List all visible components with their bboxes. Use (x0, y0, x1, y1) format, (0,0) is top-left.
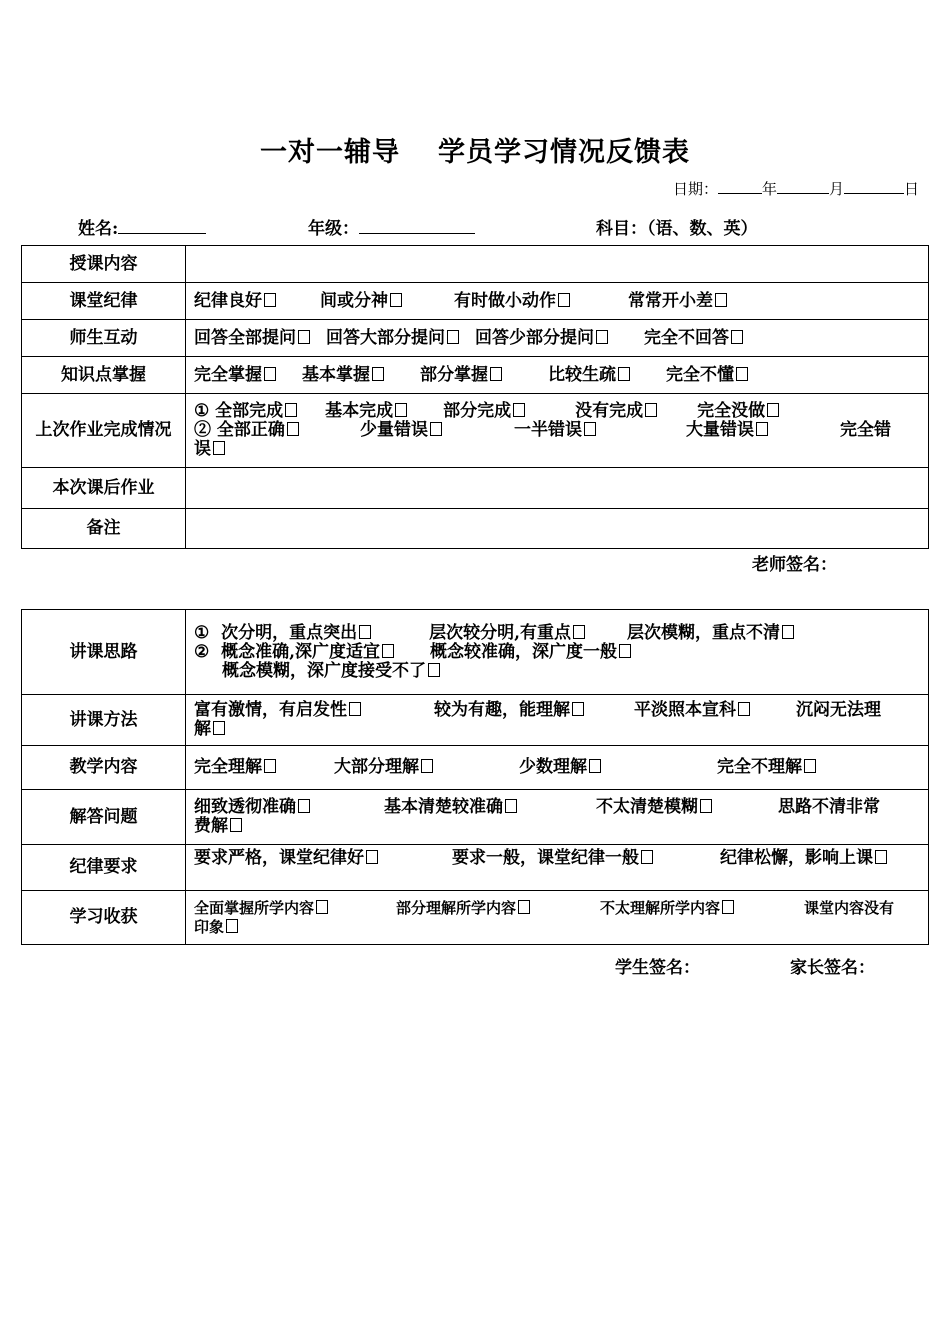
checkbox[interactable] (875, 850, 887, 864)
checkbox[interactable] (619, 644, 631, 658)
table-row (22, 394, 929, 468)
row-label: 学习收获 (22, 891, 186, 945)
option-label: 纪律松懈，影响上课 (720, 847, 873, 868)
row-label: 知识点掌握 (22, 357, 186, 394)
row-label: 课堂纪律 (22, 283, 186, 320)
option-label: 完全理解 (194, 757, 262, 777)
month-blank[interactable] (777, 179, 829, 194)
table-row (22, 790, 929, 845)
checkbox[interactable] (645, 403, 657, 417)
option-label: 全面掌握所学内容 (194, 898, 315, 917)
option-line (194, 624, 920, 643)
checkbox[interactable] (589, 759, 601, 773)
option-label: 不太清楚模糊 (596, 797, 698, 817)
title-part1: 一对一辅导 (260, 137, 400, 168)
homework-correct-line (194, 421, 920, 459)
option-label: 少量错误 (360, 420, 428, 440)
option-label: 完全不理解 (717, 757, 802, 777)
option-label: 富有激情，有启发性 (194, 700, 347, 720)
row-label: 师生互动 (22, 320, 186, 357)
table-row (22, 509, 929, 549)
option-label: 完全掌握 (194, 364, 262, 385)
row-label: 本次课后作业 (22, 468, 186, 509)
option-label: 不太理解所学内容 (600, 898, 721, 917)
name-blank[interactable] (118, 219, 206, 234)
row-label: 解答问题 (22, 790, 186, 845)
row-label: 上次作业完成情况 (22, 394, 186, 468)
checkbox[interactable] (298, 330, 310, 344)
table-row (22, 357, 929, 394)
page-title (0, 130, 950, 169)
table-row (22, 746, 929, 790)
year-label: 年 (761, 180, 777, 198)
option-label: 大部分理解 (334, 757, 419, 777)
option-label: 全部完成 (215, 401, 284, 421)
option-label: 概念模糊，深广度接受不了 (222, 660, 426, 681)
checkbox[interactable] (230, 818, 242, 832)
option-label: 没有完成 (575, 401, 644, 421)
table-row (22, 695, 929, 746)
checkbox[interactable] (264, 759, 276, 773)
table-row (22, 610, 929, 695)
item-number: ② (194, 420, 211, 440)
option-label: 思路不清非常费解 (194, 797, 880, 836)
checkbox[interactable] (596, 330, 608, 344)
date-field (673, 178, 919, 199)
option-label: 完全错误 (194, 420, 891, 459)
subject-field: 科目：（语、数、英） (596, 219, 758, 239)
option-label: 概念较准确，深广度一般 (430, 641, 618, 662)
grade-label: 年级： (308, 219, 359, 239)
option-label: 次分明，重点突出 (221, 622, 358, 643)
option-label: 部分理解所学内容 (396, 898, 517, 917)
day-blank[interactable] (844, 179, 904, 194)
item-number: ① (194, 401, 210, 421)
checkbox[interactable] (490, 367, 502, 381)
table-row (22, 468, 929, 509)
checkbox[interactable] (390, 293, 402, 307)
homework-field[interactable] (186, 468, 929, 509)
name-label: 姓名: (78, 219, 119, 239)
option-label: 层次较分明,有重点 (429, 622, 572, 643)
option-label: 要求一般，课堂纪律一般 (452, 847, 639, 868)
row-label: 纪律要求 (22, 845, 186, 891)
table-row (22, 891, 929, 945)
option-label: 平淡照本宣科 (634, 700, 736, 720)
month-label: 月 (828, 180, 844, 198)
option-label: 全部正确 (216, 420, 285, 440)
row-label: 授课内容 (22, 246, 186, 283)
checkbox[interactable] (395, 403, 407, 417)
remarks-field[interactable] (186, 509, 929, 549)
option-label: 回答少部分提问 (475, 327, 594, 348)
checkbox[interactable] (513, 403, 525, 417)
option-label: 完全不懂 (666, 364, 734, 385)
item-number: ② (194, 641, 210, 662)
option-line (194, 662, 920, 681)
option-label: 课堂内容没有印象 (194, 898, 895, 936)
checkbox[interactable] (264, 367, 276, 381)
option-label: 有时做小动作 (454, 290, 556, 311)
checkbox[interactable] (428, 663, 440, 677)
checkbox[interactable] (558, 293, 570, 307)
checkbox[interactable] (421, 759, 433, 773)
option-label: 部分掌握 (420, 364, 488, 385)
option-label: 少数理解 (519, 757, 587, 777)
date-label: 日期： (672, 180, 718, 198)
lesson-feedback-table (21, 245, 929, 549)
checkbox[interactable] (782, 625, 794, 639)
year-blank[interactable] (718, 179, 762, 194)
checkbox[interactable] (618, 367, 630, 381)
checkbox[interactable] (804, 759, 816, 773)
option-label: 一半错误 (514, 420, 582, 440)
option-label: 要求严格，课堂纪律好 (194, 847, 364, 868)
option-label: 细致透彻准确 (194, 797, 296, 817)
option-label: 概念准确,深广度适宜 (221, 641, 381, 662)
teacher-signature-label: 老师签名： (752, 555, 837, 575)
parent-signature-label: 家长签名： (790, 958, 875, 978)
option-label: 间或分神 (320, 290, 388, 311)
option-label: 完全没做 (697, 401, 766, 421)
option-label: 回答全部提问 (194, 327, 296, 348)
row-label: 讲课方法 (22, 695, 186, 746)
teaching-evaluation-table (21, 609, 929, 945)
checkbox[interactable] (213, 441, 225, 455)
option-label: 回答大部分提问 (326, 327, 445, 348)
option-label: 部分完成 (443, 401, 512, 421)
checkbox[interactable] (382, 644, 394, 658)
row-label: 备注 (22, 509, 186, 549)
option-label: 基本掌握 (302, 364, 370, 385)
day-label: 日 (903, 180, 919, 198)
option-label: 比较生疏 (548, 364, 616, 385)
option-line (194, 643, 920, 662)
checkbox[interactable] (264, 293, 276, 307)
option-label: 沉闷无法理解 (194, 700, 881, 739)
grade-field (308, 214, 475, 239)
option-label: 大量错误 (686, 420, 754, 440)
option-label: 基本清楚较准确 (384, 797, 503, 817)
table-row (22, 246, 929, 283)
item-number: ① (194, 622, 210, 643)
checkbox[interactable] (213, 721, 225, 735)
checkbox[interactable] (226, 919, 238, 933)
checkbox[interactable] (285, 403, 297, 417)
title-part2: 学员学习情况反馈表 (438, 137, 690, 168)
row-label: 教学内容 (22, 746, 186, 790)
option-label: 纪律良好 (194, 290, 262, 311)
homework-complete-line (194, 402, 920, 421)
name-field (78, 214, 206, 239)
option-label: 层次模糊，重点不清 (627, 622, 781, 643)
grade-blank[interactable] (359, 219, 475, 234)
checkbox[interactable] (447, 330, 459, 344)
checkbox[interactable] (359, 625, 371, 639)
option-label: 较为有趣，能理解 (434, 700, 570, 720)
table-row (22, 320, 929, 357)
table-row (22, 845, 929, 891)
option-label: 基本完成 (325, 401, 394, 421)
checkbox[interactable] (731, 330, 743, 344)
option-label: 常常开小差 (628, 290, 713, 311)
lesson-content-field[interactable] (186, 246, 929, 283)
student-signature-label: 学生签名： (615, 958, 700, 978)
checkbox[interactable] (573, 625, 585, 639)
table-row (22, 283, 929, 320)
option-label: 完全不回答 (644, 327, 729, 348)
checkbox[interactable] (715, 293, 727, 307)
checkbox[interactable] (767, 403, 779, 417)
checkbox[interactable] (372, 367, 384, 381)
row-label: 讲课思路 (22, 610, 186, 695)
checkbox[interactable] (736, 367, 748, 381)
